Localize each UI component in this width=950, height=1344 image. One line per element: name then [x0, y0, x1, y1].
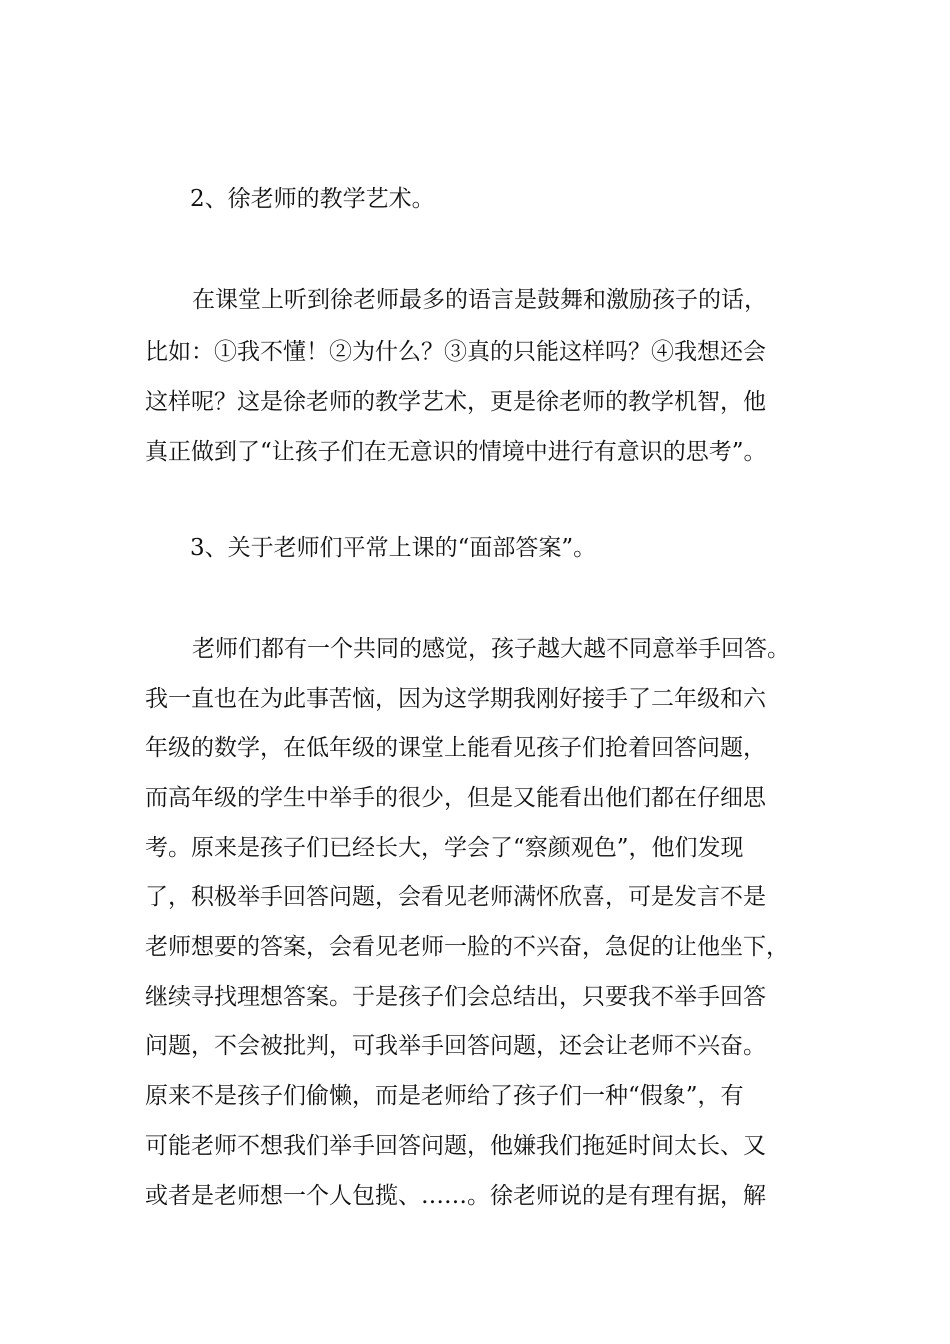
- paragraph-line: 老师们都有一个共同的感觉，孩子越大越不同意举手回答。: [192, 636, 790, 662]
- paragraph-line: 这样呢？这是徐老师的教学艺术，更是徐老师的教学机智，他: [145, 389, 766, 415]
- paragraph-line: 可能老师不想我们举手回答问题，他嫌我们拖延时间太长、又: [145, 1133, 766, 1159]
- paragraph-line: 我一直也在为此事苦恼，因为这学期我刚好接手了二年级和六: [145, 686, 766, 712]
- paragraph-line: 真正做到了“让孩子们在无意识的情境中进行有意识的思考”。: [145, 439, 767, 465]
- paragraph-line: 年级的数学，在低年级的课堂上能看见孩子们抢着回答问题，: [145, 735, 766, 761]
- paragraph-line: 而高年级的学生中举手的很少，但是又能看出他们都在仔细思: [145, 785, 766, 811]
- paragraph-line: 老师想要的答案，会看见老师一脸的不兴奋，急促的让他坐下，: [145, 934, 789, 960]
- paragraph-line: 原来不是孩子们偷懒，而是老师给了孩子们一种“假象”，有: [145, 1083, 744, 1109]
- paragraph-line: 比如：①我不懂！②为什么？③真的只能这样吗？④我想还会: [145, 339, 766, 365]
- paragraph-line: 考。原来是孩子们已经长大，学会了“察颜观色”，他们发现: [145, 835, 744, 861]
- paragraph-line: 问题，不会被批判，可我举手回答问题，还会让老师不兴奋。: [145, 1033, 766, 1059]
- paragraph-line: 或者是老师想一个人包揽、……。徐老师说的是有理有据，解: [145, 1183, 766, 1209]
- paragraph-line: 了，积极举手回答问题，会看见老师满怀欣喜，可是发言不是: [145, 884, 766, 910]
- paragraph-line: 继续寻找理想答案。于是孩子们会总结出，只要我不举手回答: [145, 984, 766, 1010]
- paragraph-line: 在课堂上听到徐老师最多的语言是鼓舞和激励孩子的话，: [192, 287, 767, 313]
- section-heading-2: 2、徐老师的教学艺术。: [190, 186, 435, 212]
- section-heading-3: 3、关于老师们平常上课的“面部答案”。: [190, 535, 597, 561]
